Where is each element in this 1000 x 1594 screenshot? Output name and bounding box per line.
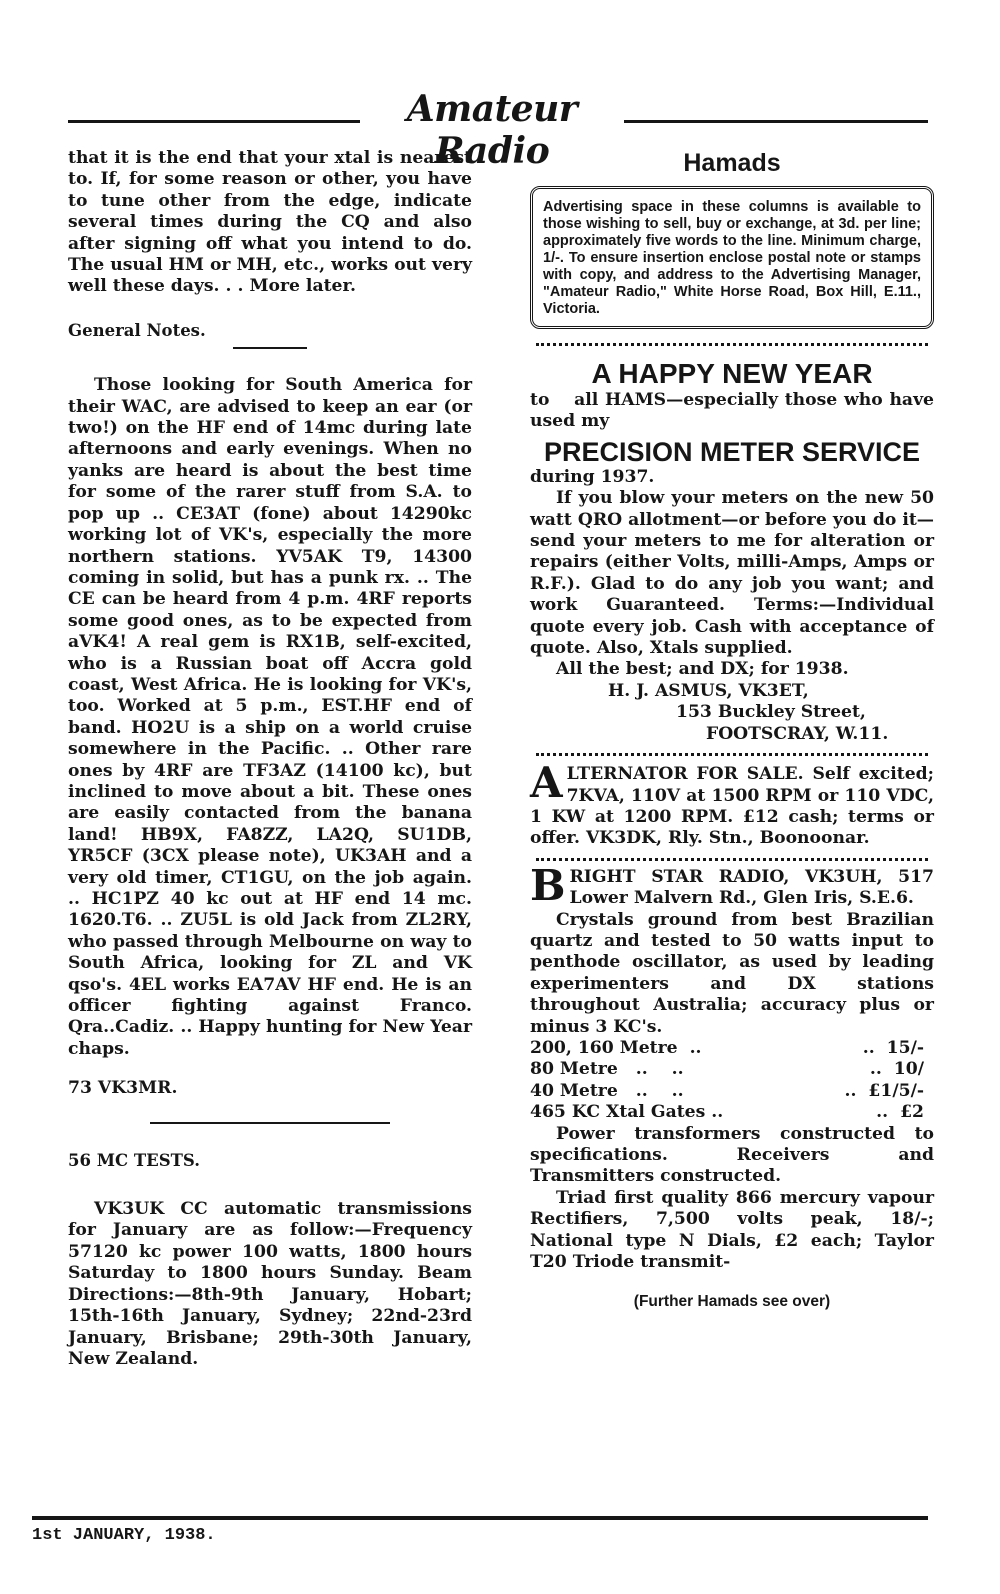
further-hamads-note: (Further Hamads see over) [633,1293,831,1311]
price-value: .. £2 [876,1102,924,1123]
ad-happy-new-year-line [530,390,934,433]
price-item: 40 Metre .. .. [530,1080,684,1101]
price-value: .. 10/ [869,1059,924,1080]
price-row [530,1081,934,1102]
ad-best-wishes: All the best; and DX; for 1938. [556,659,849,680]
ad-precision-title: PRECISION METER SERVICE [543,436,921,467]
footer-date: 1st JANUARY, 1938. [32,1526,216,1545]
price-row [530,1038,934,1059]
general-notes-body: Those looking for South America for their WAC, are advised to keep an ear (or two!) on the HF end of 14mc during late afternoons and early evenings. When no yanks are heard is about the best time for some of the rarer stuff from S.A. to pop up .. CE3AT (fone) about 14290kc working lot of VK's, especially the more northern stations. YV5AK T9, 14300 coming in solid, but has a punk rx. .. The CE can be heard from 4 p.m. 4RF reports some good ones, as to be expected from aVK4! A real gem is RX1B, self-excited, who is a Russian boat off Accra gold coast, West Africa. He is looking for VK's, too. Worked at 5 p.m., EST.HF end of band. HO2U is a ship on a world cruise somewhere in the Pacific. .. Other rare ones by 4RF are TF3AZ (14100 kc), but inclined to move about a bit. These ones are easily contacted from the banana land! HB9X, FA8ZZ, LA2Q, SU1DB, YR5CF (3CX please note), UK3AH and a very old timer, CT1GU, on the job again. .. HC1PZ 40 kc out at HF end 14 mc. 1620.T6. .. ZU5L is old Jack from ZL2RY, who passed through Melbourne on way to South Africa, looking for ZL and VK qso's. 4EL works EA7AV HF end. He is an officer fighting against Franco. Qra..Cadiz. .. Happy hunting for New Year chaps. [68,375,472,1059]
dotted-divider [536,858,928,861]
ad-bright-star-body: Crystals ground from best Brazilian quartz and tested to 50 watts input to penthode oscillator, as used by leading experimenters and DX stations throughout Australia; accuracy plus or minus 3 KC's. [530,909,934,1037]
advertising-info-box [530,186,934,329]
dotted-divider [536,753,928,756]
ad-line1: all HAMS—especially those who have used my [530,390,934,432]
price-item: 80 Metre .. .. [530,1059,684,1080]
price-row [530,1102,934,1123]
price-list [530,1038,934,1124]
price-value: .. £1/5/- [844,1080,924,1101]
ad-to-word: to [530,390,550,410]
header-rule-left [68,120,360,123]
header-rule-right [624,120,928,123]
ad-happy-new-year-title: A HAPPY NEW YEAR [591,358,873,389]
general-notes-heading: General Notes. [68,320,206,340]
price-row [530,1059,934,1080]
signoff: 73 VK3MR. [68,1078,178,1099]
hamads-title: Hamads [683,149,781,177]
tests-heading: 56 MC TESTS. [68,1150,200,1170]
price-item: 200, 160 Metre .. [530,1037,702,1058]
ad-during: during 1937. [530,466,655,487]
price-value: .. 15/- [862,1037,924,1058]
price-item: 465 KC Xtal Gates .. [530,1102,724,1123]
masthead-title: Amateur Radio [406,88,578,172]
dotted-divider [536,343,928,346]
intro-paragraph: that it is the end that your xtal is nearest to. If, for some reason or other, you have to tune other from the edge, indicate several times during the CQ and also after signing off what you intend to do. The usual HM or MH, etc., works out very well these days. . . More later. [68,148,472,297]
ad-transformers: Power transformers constructed to specifications. Receivers and Transmitters constructed. [530,1123,934,1187]
tests-body: VK3UK CC automatic transmissions for January are as follow:—Frequency 57120 kc power 100 watts, 1800 hours Saturday to 1800 hours Sunday. Beam Directions:—8th-9th January, Hobart; 15th-16th January, Sydney; 22nd-23rd January, Brisbane; 29th-30th January, New Zealand. [68,1199,472,1369]
ad-alternator: ALTERNATOR FOR SALE. Self excited; 7KVA, 110V at 1500 RPM or 110 VDC, 1 KW at 1200 RPM. £12 cash; terms or offer. VK3DK, Rly. Stn., Boonoonar. [530,758,934,849]
ad-precision-body: If you blow your meters on the new 50 watt QRO allotment—or before you do it—send your meters to me for alteration or repairs (either Volts, milli-Amps, Amps or R.F.). Glad to do any job you want; and work Guaranteed. Terms:—Individual quote every job. Cash with acceptance of quote. Also, Xtals supplied. [530,488,934,659]
ad-triad: Triad first quality 866 mercury vapour Rectifiers, 7,500 volts peak, 18/-; National type N Dials, £2 each; Taylor T20 Triode transmit- [530,1187,934,1273]
advertising-info-text: Advertising space in these columns is available to those wishing to sell, buy or exchange, at 3d. per line; approximately five words to the line. Minimum charge, 1/-. To ensure insertion enclose postal note or stamps with copy, and address to the Advertising Manager, "Amateur Radio," White Horse Road, Box Hill, E.11., Victoria. [543,199,921,317]
ad-name: H. J. ASMUS, VK3ET, [608,680,809,701]
left-column [68,148,472,1370]
right-column [530,148,934,1313]
ad-town: FOOTSCRAY, W.11. [706,723,889,744]
ad-street: 153 Buckley Street, [676,702,866,723]
ad-bright-star-intro: BRIGHT STAR RADIO, VK3UH, 517 Lower Malvern Rd., Glen Iris, S.E.6. [530,860,934,910]
footer-rule [32,1516,928,1520]
